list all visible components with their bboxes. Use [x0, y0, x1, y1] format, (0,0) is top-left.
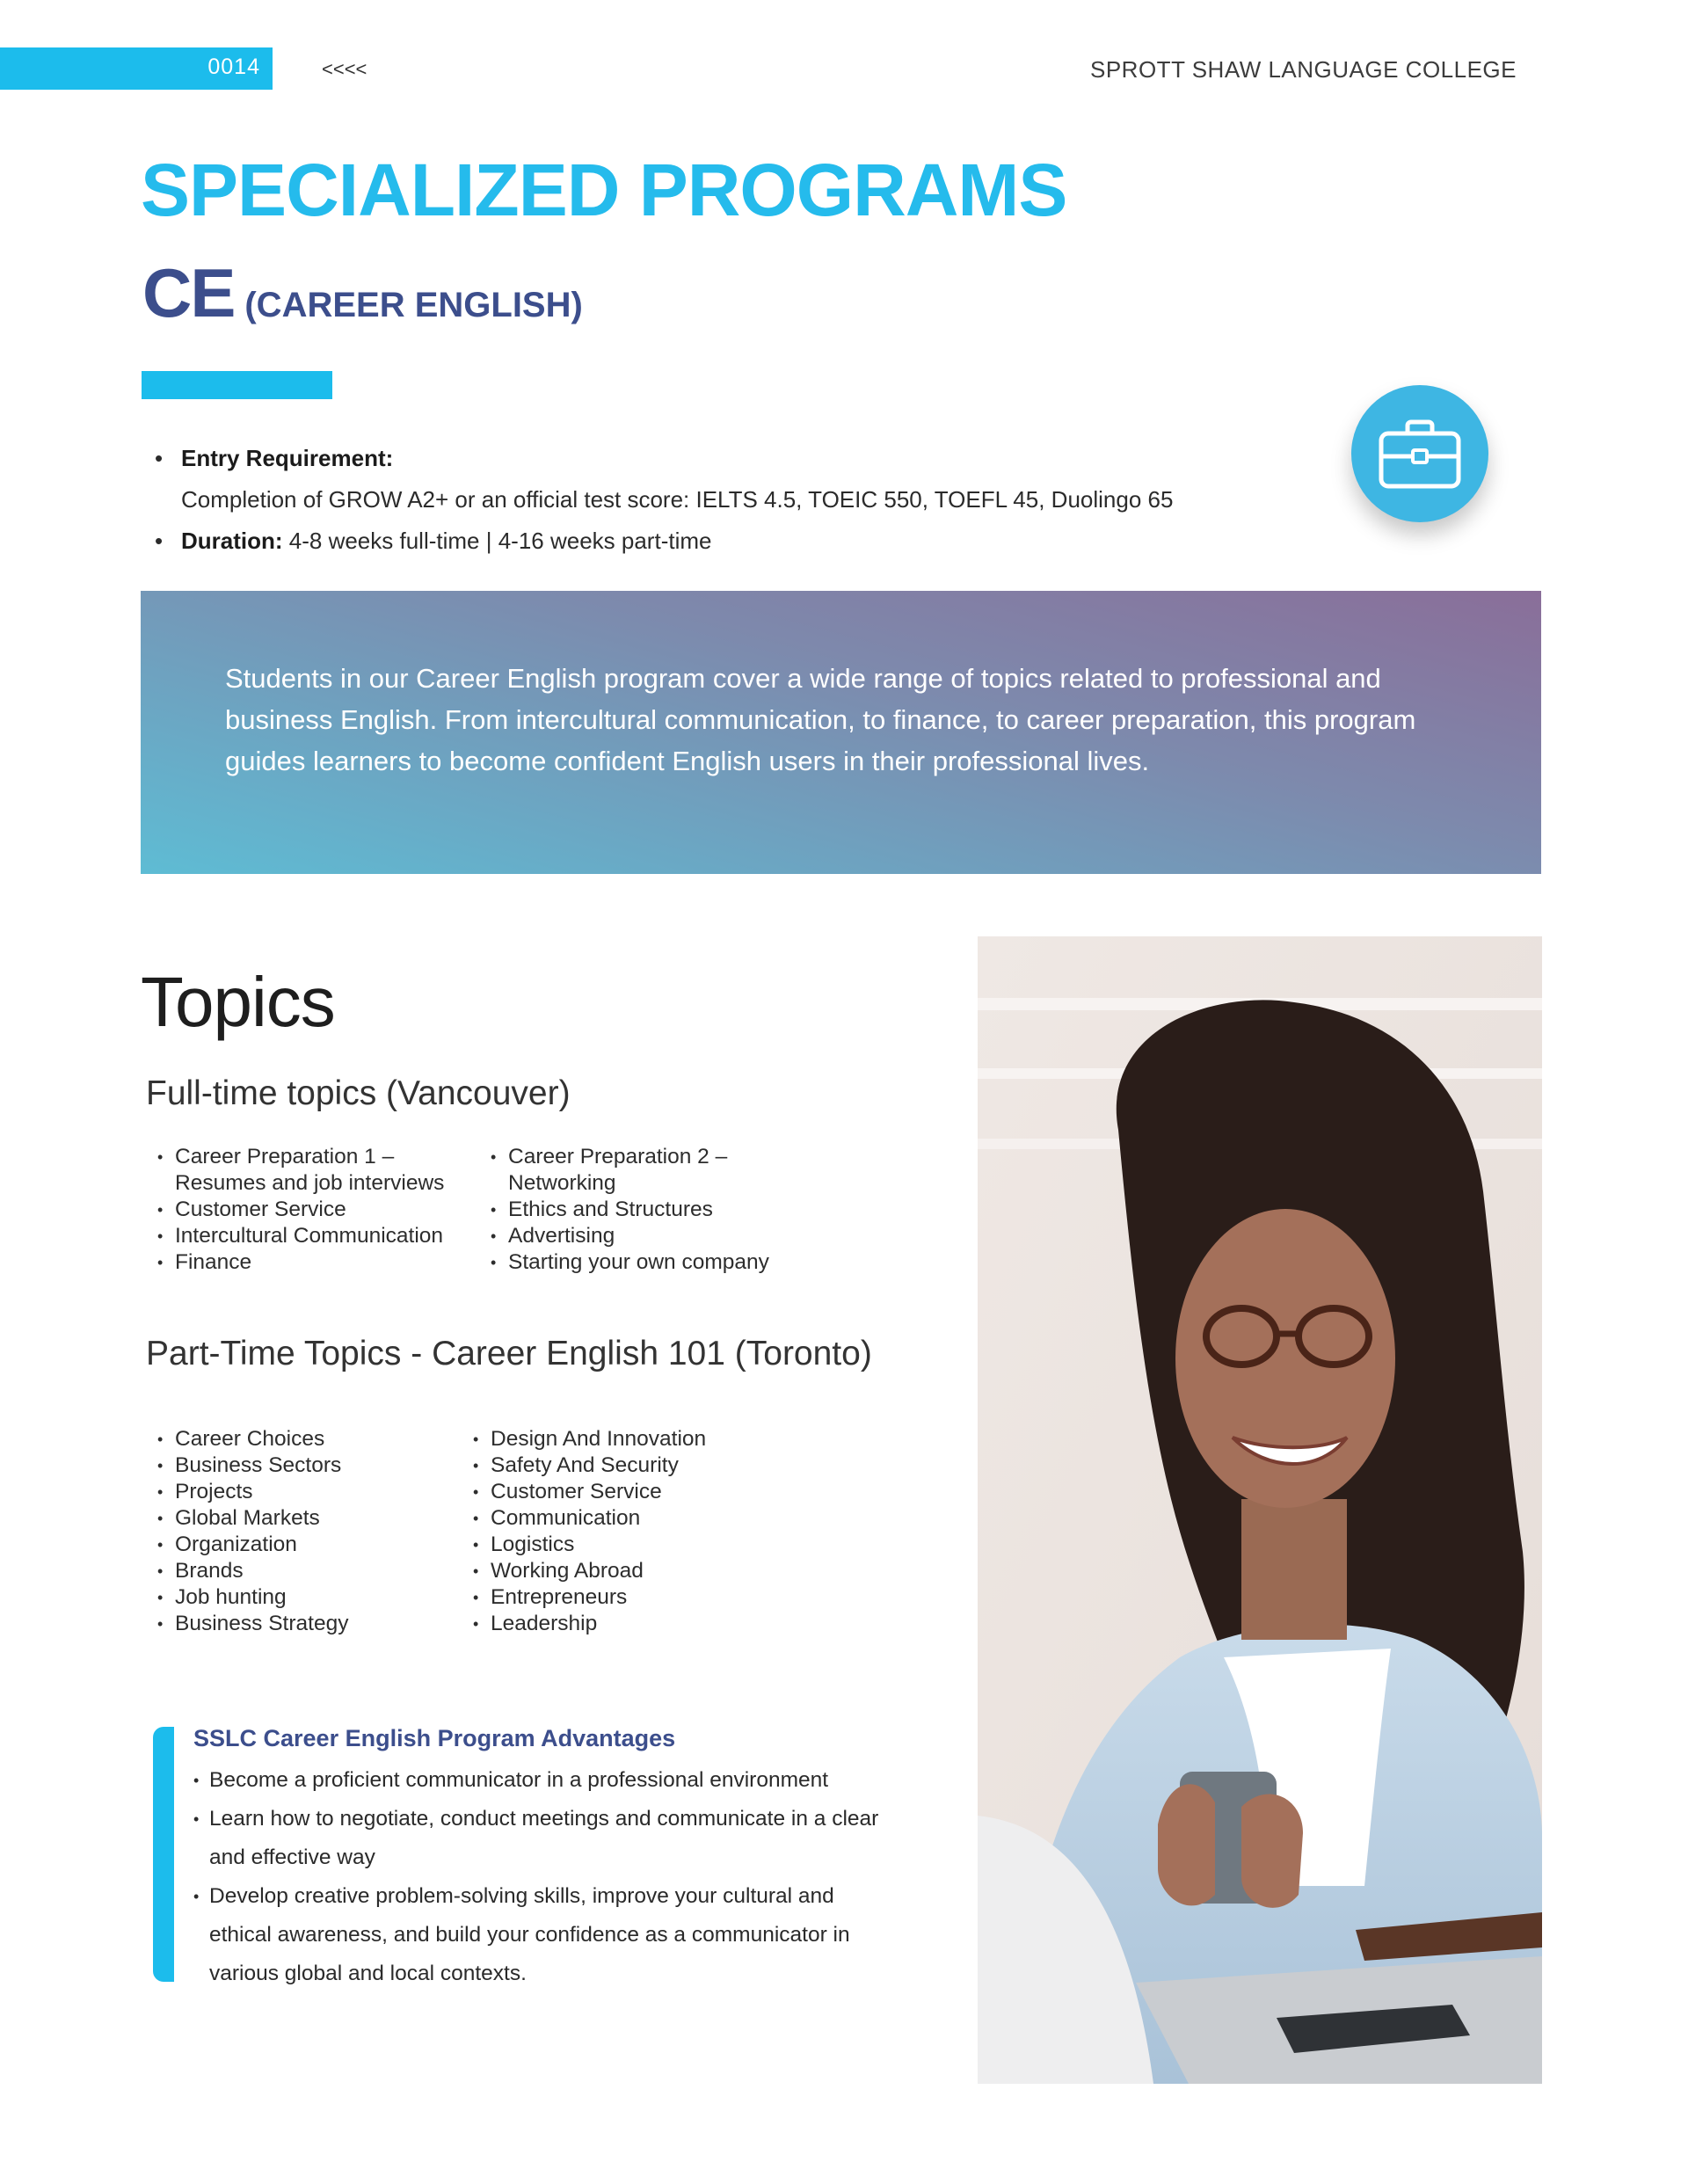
- list-item: • Working Abroad: [473, 1558, 789, 1584]
- parttime-heading: Part-Time Topics - Career English 101 (Toronto): [146, 1335, 872, 1372]
- list-item: • Leadership: [473, 1611, 789, 1637]
- page-number-tab: [0, 47, 273, 90]
- fulltime-col1: [157, 1144, 474, 1276]
- list-item: • Intercultural Communication: [157, 1223, 474, 1249]
- list-item: • Safety And Security: [473, 1452, 789, 1479]
- program-code: CE: [142, 254, 235, 331]
- list-item: • Customer Service: [473, 1479, 789, 1505]
- description-panel: [141, 591, 1541, 874]
- list-item: • Projects: [157, 1479, 456, 1505]
- entry-requirement-text: Completion of GROW A2+ or an official test score: IELTS 4.5, TOEIC 550, TOEFL 45, Duolingo 65: [181, 486, 1174, 513]
- page-number: 0014: [207, 55, 260, 79]
- program-name: (CAREER ENGLISH): [244, 286, 583, 324]
- list-item: • Become a proficient communicator in a professional environment: [193, 1761, 897, 1800]
- program-description: Students in our Career English program cover a wide range of topics related to professional and business English. From intercultural communication, to finance, to career preparation, this program guides learners to become confident English users in their professional lives.: [225, 663, 1416, 776]
- fulltime-col2: [491, 1144, 807, 1276]
- program-title: [142, 253, 583, 333]
- page-title: SPECIALIZED PROGRAMS: [141, 149, 1067, 231]
- list-item: • Logistics: [473, 1532, 789, 1558]
- list-item: • Business Strategy: [157, 1611, 456, 1637]
- advantages-accent-bar: [153, 1727, 174, 1982]
- list-item: • Organization: [157, 1532, 456, 1558]
- list-item: • Develop creative problem-solving skills, improve your cultural and ethical awareness, and build your confidence as a communicator in various global and local contexts.: [193, 1877, 897, 1993]
- list-item: • Job hunting: [157, 1584, 456, 1611]
- duration-label: Duration:: [181, 528, 283, 554]
- list-item: • Entrepreneurs: [473, 1584, 789, 1611]
- list-item: • Global Markets: [157, 1505, 456, 1532]
- advantages-title: SSLC Career English Program Advantages: [193, 1725, 676, 1751]
- accent-bar: [142, 371, 332, 399]
- topics-heading: Topics: [141, 963, 335, 1041]
- list-item: • Learn how to negotiate, conduct meetings and communicate in a clear and effective way: [193, 1800, 897, 1877]
- entry-requirement: [155, 438, 1298, 479]
- parttime-col2: [473, 1426, 789, 1637]
- list-item: • Career Preparation 1 – Resumes and job interviews: [157, 1144, 474, 1197]
- parttime-col1: [157, 1426, 456, 1637]
- list-item: • Business Sectors: [157, 1452, 456, 1479]
- list-item: • Brands: [157, 1558, 456, 1584]
- list-item: • Communication: [473, 1505, 789, 1532]
- list-item: • Career Preparation 2 – Networking: [491, 1144, 807, 1197]
- list-item: • Customer Service: [157, 1197, 474, 1223]
- duration-text: 4-8 weeks full-time | 4-16 weeks part-time: [282, 528, 712, 554]
- fulltime-heading: Full-time topics (Vancouver): [146, 1074, 571, 1112]
- requirements-list: [155, 438, 1298, 562]
- student-photo: [978, 936, 1542, 2084]
- entry-requirement-label: Entry Requirement:: [181, 445, 394, 471]
- list-item: • Design And Innovation: [473, 1426, 789, 1452]
- briefcase-icon: [1351, 385, 1488, 522]
- list-item: • Career Choices: [157, 1426, 456, 1452]
- duration: [155, 521, 1298, 562]
- college-name: SPROTT SHAW LANGUAGE COLLEGE: [1090, 56, 1517, 83]
- list-item: • Starting your own company: [491, 1249, 807, 1276]
- advantages-list: [193, 1761, 897, 1993]
- back-link[interactable]: <<<<: [322, 58, 367, 80]
- list-item: • Ethics and Structures: [491, 1197, 807, 1223]
- list-item: • Advertising: [491, 1223, 807, 1249]
- list-item: • Finance: [157, 1249, 474, 1276]
